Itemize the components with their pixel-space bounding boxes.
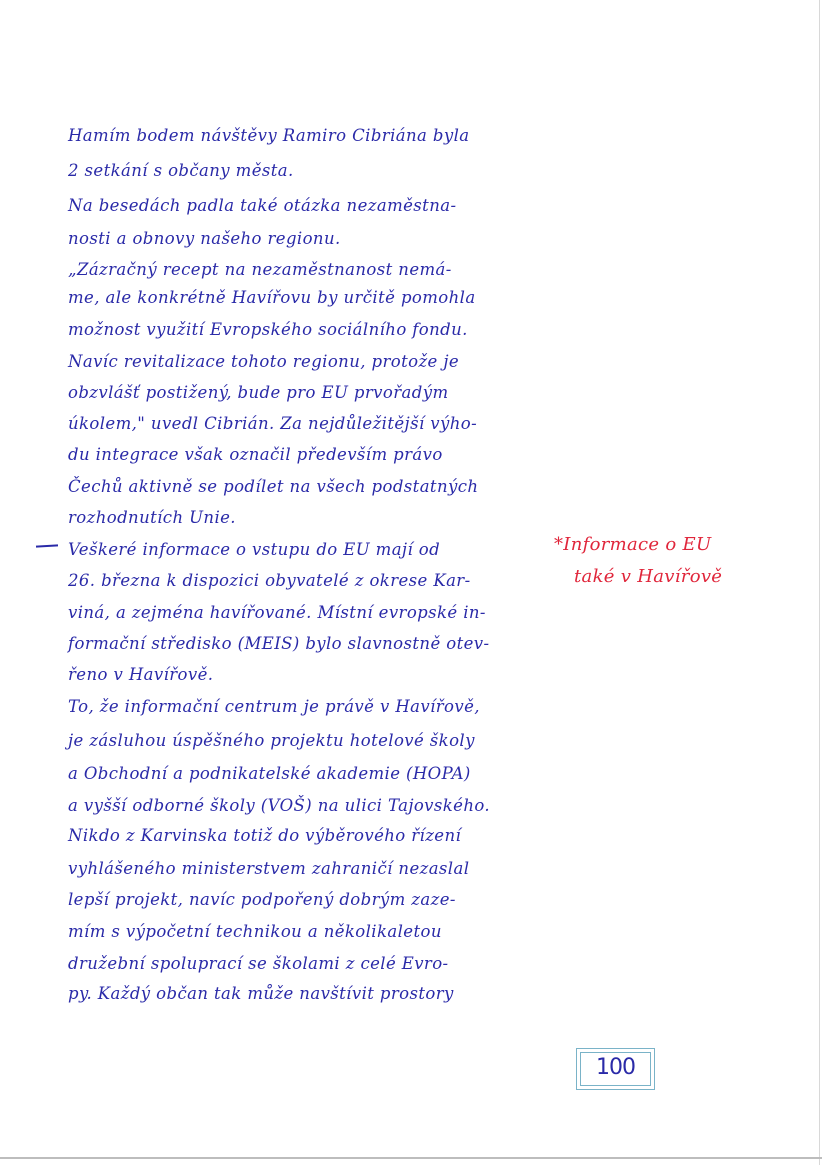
text-line: Hamím bodem návštěvy Ramiro Cibriána byla: [68, 126, 470, 145]
text-line: a Obchodní a podnikatelské akademie (HOPA): [68, 764, 471, 783]
text-line: řeno v Havířově.: [68, 665, 214, 684]
text-line: „Zázračný recept na nezaměstnanost nemá-: [68, 260, 452, 279]
text-line: du integrace však označil především právo: [68, 445, 443, 464]
text-line: je zásluhou úspěšného projektu hotelové školy: [68, 731, 475, 750]
margin-note-line1: *Informace o EU: [554, 534, 712, 555]
text-line: 26. března k dispozici obyvatelé z okrese Kar-: [68, 571, 471, 590]
text-line: mím s výpočetní technikou a několikaletou: [68, 922, 442, 941]
text-line: To, že informační centrum je právě v Havířově,: [68, 697, 480, 716]
page-edge-bottom: [0, 1157, 822, 1159]
page-edge: [819, 0, 820, 1165]
text-line: me, ale konkrétně Havířovu by určitě pomohla: [68, 288, 476, 307]
text-line: obzvlášť postižený, bude pro EU prvořadým: [68, 383, 449, 402]
text-line: Nikdo z Karvinska totiž do výběrového řízení: [68, 826, 462, 845]
page-number: 100: [596, 1055, 635, 1080]
text-line: Veškeré informace o vstupu do EU mají od: [68, 540, 441, 559]
text-line: rozhodnutích Unie.: [68, 508, 236, 527]
text-line: a vyšší odborné školy (VOŠ) na ulici Tajovského.: [68, 796, 491, 815]
text-line: 2 setkání s občany města.: [68, 161, 294, 180]
text-line: Na besedách padla také otázka nezaměstna-: [68, 196, 457, 215]
text-line: lepší projekt, navíc podpořený dobrým zaze-: [68, 890, 456, 909]
text-line: nosti a obnovy našeho regionu.: [68, 229, 341, 248]
margin-dash-marker: [36, 544, 58, 547]
text-line: úkolem," uvedl Cibrián. Za nejdůležitější výho-: [68, 414, 478, 433]
margin-note-line2: také v Havířově: [574, 566, 723, 587]
text-line: Navíc revitalizace tohoto regionu, protože je: [68, 352, 460, 371]
text-line: družební spoluprací se školami z celé Evro-: [68, 954, 449, 973]
text-line: vyhlášeného ministerstvem zahraničí nezaslal: [68, 859, 470, 878]
text-line: formační středisko (MEIS) bylo slavnostně otev-: [68, 634, 490, 653]
text-line: py. Každý občan tak může navštívit prostory: [68, 984, 454, 1003]
page-number-box: [576, 1048, 655, 1090]
text-line: možnost využití Evropského sociálního fondu.: [68, 320, 468, 339]
text-line: Čechů aktivně se podílet na všech podstatných: [68, 477, 479, 496]
text-line: viná, a zejména havířované. Místní evropské in-: [68, 603, 486, 622]
